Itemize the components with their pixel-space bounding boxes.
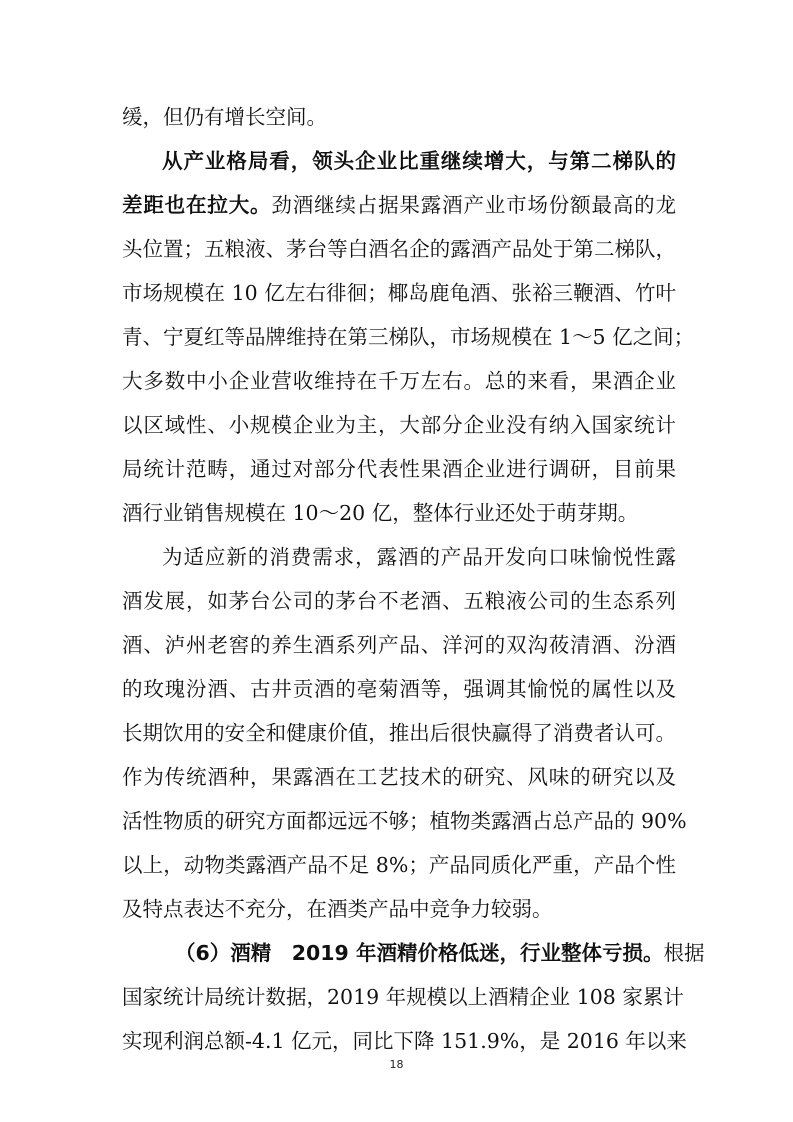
paragraph-line-10: 酒行业销售规模在 10～20 亿，整体行业还处于萌芽期。 <box>122 501 639 525</box>
bold-lead: 差距也在拉大。 <box>122 193 272 217</box>
paragraph-line-13: 酒、泸州老窖的养生酒系列产品、洋河的双沟莜清酒、汾酒 <box>122 633 676 657</box>
paragraph-line-12: 酒发展，如茅台公司的茅台不老酒、五粮液公司的生态系列 <box>122 589 676 613</box>
paragraph-line-16: 作为传统酒种，果露酒在工艺技术的研究、风味的研究以及 <box>122 765 676 789</box>
paragraph-line-20: （6）酒精 2019 年酒精价格低迷，行业整体亏损。根据 <box>175 941 705 965</box>
paragraph-line-21: 国家统计局统计数据，2019 年规模以上酒精企业 108 家累计 <box>122 985 684 1009</box>
paragraph-line-19: 及特点表达不充分，在酒类产品中竞争力较弱。 <box>122 897 553 921</box>
paragraph-line-1: 缓，但仍有增长空间。 <box>122 105 327 129</box>
paragraph-line-14: 的玫瑰汾酒、古井贡酒的亳菊酒等，强调其愉悦的属性以及 <box>122 677 676 701</box>
paragraph-line-7: 大多数中小企业营收维持在千万左右。总的来看，果酒企业 <box>122 369 676 393</box>
paragraph-line-18: 以上，动物类露酒产品不足 8%；产品同质化严重，产品个性 <box>122 853 676 877</box>
section-heading-alcohol: （6）酒精 2019 年酒精价格低迷，行业整体亏损。 <box>175 941 664 965</box>
paragraph-line-3: 差距也在拉大。劲酒继续占据果露酒产业市场份额最高的龙 <box>122 193 677 217</box>
paragraph-line-5: 市场规模在 10 亿左右徘徊；椰岛鹿龟酒、张裕三鞭酒、竹叶 <box>122 281 676 305</box>
bold-lead: 从产业格局看，领头企业比重继续增大，与第二梯队的 <box>162 149 676 173</box>
paragraph-line-4: 头位置；五粮液、茅台等白酒名企的露酒产品处于第二梯队， <box>122 237 676 261</box>
paragraph-line-9: 局统计范畴，通过对部分代表性果酒企业进行调研，目前果 <box>122 457 676 481</box>
page-number: 18 <box>389 1058 404 1071</box>
paragraph-line-15: 长期饮用的安全和健康价值，推出后很快赢得了消费者认可。 <box>122 721 676 745</box>
paragraph-line-11: 为适应新的消费需求，露酒的产品开发向口味愉悦性露 <box>162 545 676 569</box>
paragraph-line-22: 实现利润总额-4.1 亿元，同比下降 151.9%，是 2016 年以来 <box>122 1029 687 1053</box>
paragraph-line-6: 青、宁夏红等品牌维持在第三梯队，市场规模在 1～5 亿之间； <box>122 325 695 349</box>
paragraph-line-8: 以区域性、小规模企业为主，大部分企业没有纳入国家统计 <box>122 413 676 437</box>
paragraph-line-2 <box>162 148 676 174</box>
paragraph-line-17: 活性物质的研究方面都远远不够；植物类露酒占总产品的 90% <box>122 809 687 833</box>
